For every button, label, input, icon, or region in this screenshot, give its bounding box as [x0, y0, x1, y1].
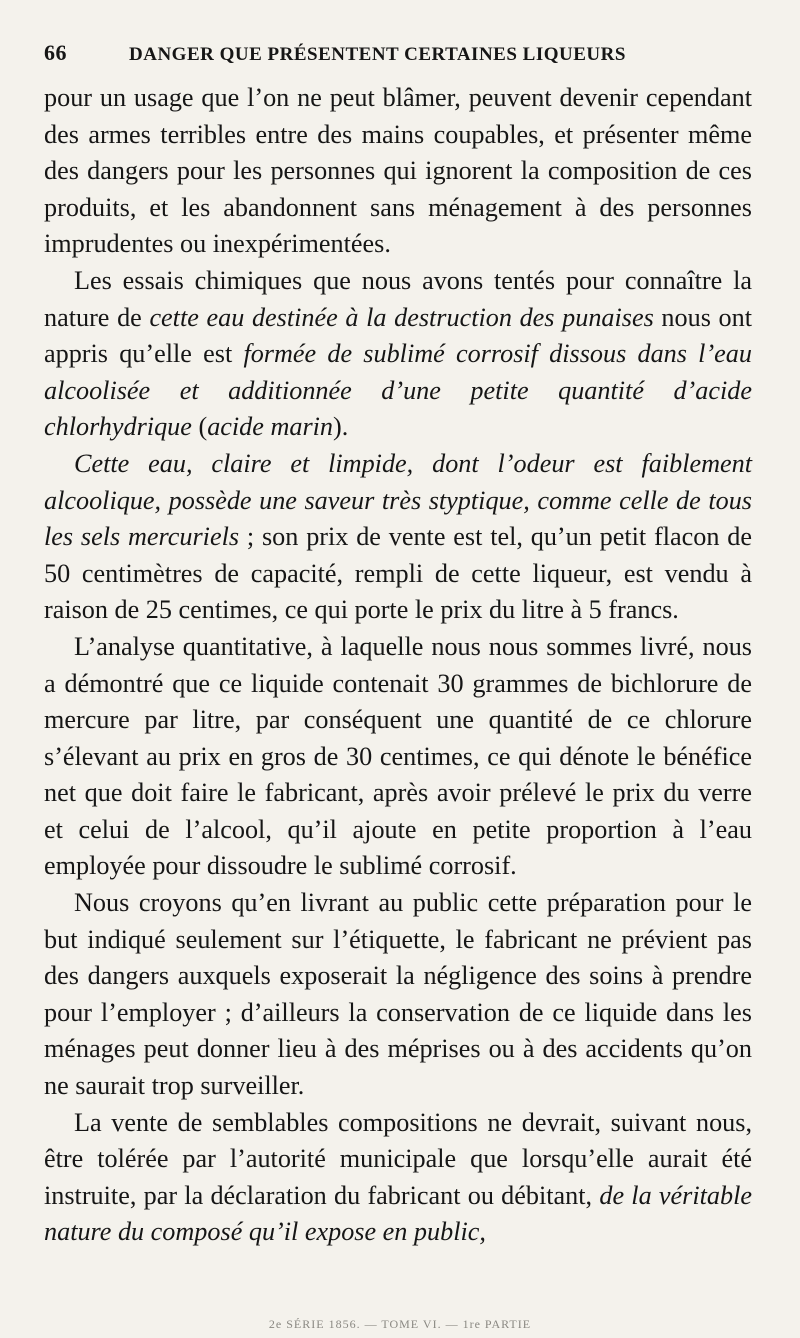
- p6-italic-b: de la véritable nature du composé qu’il expose en public,: [44, 1180, 752, 1247]
- p2-italic-d: formée de sublimé corrosif dissous dans l’eau alcoolisée et additionnée d’une petite quantité d’acide chlorhydrique: [44, 339, 752, 442]
- p2-text-g: ).: [333, 412, 349, 442]
- p2-text-a: Les essais chimiques que nous avons tentés pour connaître la nature de: [44, 265, 752, 332]
- body-text: [44, 80, 752, 1251]
- running-title: DANGER QUE PRÉSENTENT CERTAINES LIQUEURS: [129, 44, 626, 65]
- paragraph-6: [44, 1105, 752, 1251]
- p2-text-e: (: [191, 412, 208, 442]
- page-number: 66: [44, 40, 67, 65]
- paragraph-5: Nous croyons qu’en livrant au public cette préparation pour le but indiqué seulement sur l’étiquette, le fabricant ne prévient pas des dangers auxquels exposerait la négligence des soins à prendre pour l’employer ; d’ailleurs la conservation de ce liquide dans les ménages peut donner lieu à des méprises ou à des accidents qu’on ne saurait trop surveiller.: [44, 888, 752, 1101]
- p2-italic-f: acide marin: [207, 412, 334, 442]
- p2-text-c: nous ont appris qu’elle est: [44, 302, 753, 369]
- paragraph-3: [44, 446, 752, 629]
- paragraph-4: L’analyse quantitative, à laquelle nous nous sommes livré, nous a démontré que ce liquide contenait 30 grammes de bichlorure de mercure par litre, par conséquent une quantité de ce chlorure s’élevant au prix en gros de 30 centimes, ce qui dénote le bénéfice net que doit faire le fabricant, après avoir prélevé le prix du verre et celui de l’alcool, qu’il ajoute en petite proportion à l’eau employée pour dissoudre le sublimé corrosif.: [44, 631, 752, 881]
- page-signature: 2e SÉRIE 1856. — TOME VI. — 1re PARTIE: [268, 1317, 532, 1331]
- paragraph-1: pour un usage que l’on ne peut blâmer, peuvent devenir cependant des armes terribles entre des mains coupables, et présenter même des dangers pour les personnes qui ignorent la composition de ces produits, et les abandonnent sans ménagement à des personnes imprudentes ou inexpérimentées.: [44, 83, 752, 259]
- running-header: [44, 40, 752, 66]
- p3-italic-a: Cette eau, claire et limpide, dont l’odeur est faiblement alcoolique, possède une saveur très styptique, comme celle de tous les sels mercuriels: [44, 448, 752, 552]
- paragraph-2: [44, 263, 752, 446]
- p2-italic-b: cette eau destinée à la destruction des punaises: [149, 302, 654, 332]
- p6-text-a: La vente de semblables compositions ne devrait, suivant nous, être tolérée par l’autorité municipale que lorsqu’elle aurait été instruite, par la déclaration du fabricant ou débitant,: [44, 1107, 752, 1210]
- p3-text-b: ; son prix de vente est tel, qu’un petit flacon de 50 centimètres de capacité, rempli de cette liqueur, est vendu à raison de 25 centimes, ce qui porte le prix du litre à 5 francs.: [44, 522, 752, 625]
